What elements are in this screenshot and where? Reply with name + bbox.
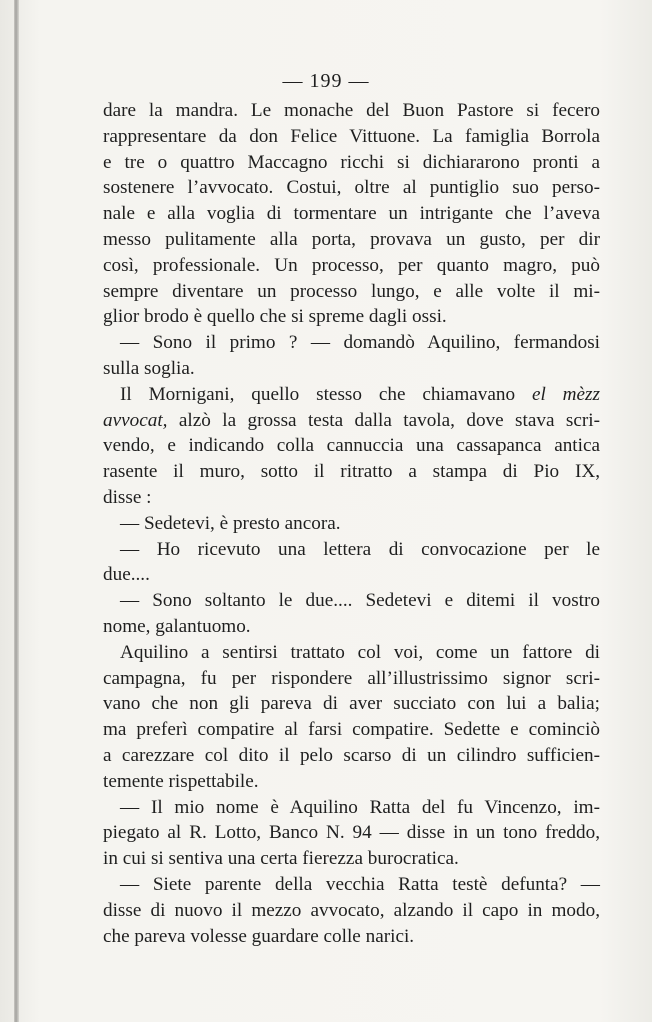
text-line: glior brodo è quello che si spreme dagli ossi. — [103, 306, 447, 328]
text-line: vano che non gli pareva di aver succiato con lui a balia; — [103, 693, 600, 715]
text-line: ma preferì compatire al farsi compatire. Sedette e cominciò — [103, 719, 600, 741]
text-line: due.... — [103, 564, 150, 586]
italic-text: avvocat, — [103, 409, 168, 431]
page-number: — 199 — — [282, 70, 370, 92]
text-line: vendo, e indicando colla cannuccia una cassapanca antica — [103, 435, 600, 457]
text-line: dare la mandra. Le monache del Buon Pastore si fecero — [103, 100, 600, 121]
text-line: — Ho ricevuto una lettera di convocazione per le — [120, 538, 600, 560]
body-text — [103, 98, 600, 949]
text-line: piegato al R. Lotto, Banco N. 94 — disse in un tono freddo, — [103, 822, 600, 844]
text-line: — Sono soltanto le due.... Sedetevi e ditemi il vostro — [120, 590, 600, 612]
text-line: temente rispettabile. — [103, 770, 259, 792]
text-line: in cui si sentiva una certa fierezza burocratica. — [103, 848, 459, 870]
text-line: che pareva volesse guardare colle narici. — [103, 925, 415, 947]
text-line: — Sono il primo ? — domandò Aquilino, fermandosi — [120, 332, 600, 354]
italic-text: el mèzz — [531, 383, 600, 405]
text-line: sostenere l’avvocato. Costui, oltre al puntiglio suo perso- — [103, 177, 600, 199]
text-line: nale e alla voglia di tormentare un intrigante che l’aveva — [103, 203, 600, 225]
text-line: — Sedetevi, è presto ancora. — [120, 512, 341, 534]
text-line: disse di nuovo il mezzo avvocato, alzando il capo in modo, — [103, 899, 600, 921]
text-line: campagna, fu per rispondere all’illustrissimo signor scri- — [103, 667, 600, 689]
page-binding-edge — [14, 0, 19, 1022]
text-line: sempre diventare un processo lungo, e alle volte il mi- — [103, 280, 600, 302]
text-line: nome, galantuomo. — [103, 615, 251, 637]
text-line: e tre o quattro Maccagno ricchi si dichiararono pronti a — [103, 151, 600, 173]
text-line: Aquilino a sentirsi trattato col voi, come un fattore di — [120, 641, 600, 663]
text-line: messo pulitamente alla porta, provava un gusto, per dir — [103, 228, 600, 250]
text-line: Il Mornigani, quello stesso che chiamavano el mèzz — [120, 383, 600, 405]
text-line: avvocat, alzò la grossa testa dalla tavola, dove stava scri- — [103, 409, 600, 431]
text-line: così, professionale. Un processo, per quanto magro, può — [103, 254, 600, 276]
text-line: rappresentare da don Felice Vittuone. La famiglia Borrola — [103, 125, 600, 147]
text-line: disse : — [103, 486, 152, 508]
text-line: sulla soglia. — [103, 357, 195, 379]
text-line: a carezzare col dito il pelo scarso di un cilindro sufficien- — [103, 744, 600, 766]
text-line: rasente il muro, sotto il ritratto a stampa di Pio IX, — [103, 461, 600, 483]
text-line: — Il mio nome è Aquilino Ratta del fu Vincenzo, im- — [120, 796, 600, 818]
text-line: — Siete parente della vecchia Ratta testè defunta? — — [120, 873, 600, 895]
